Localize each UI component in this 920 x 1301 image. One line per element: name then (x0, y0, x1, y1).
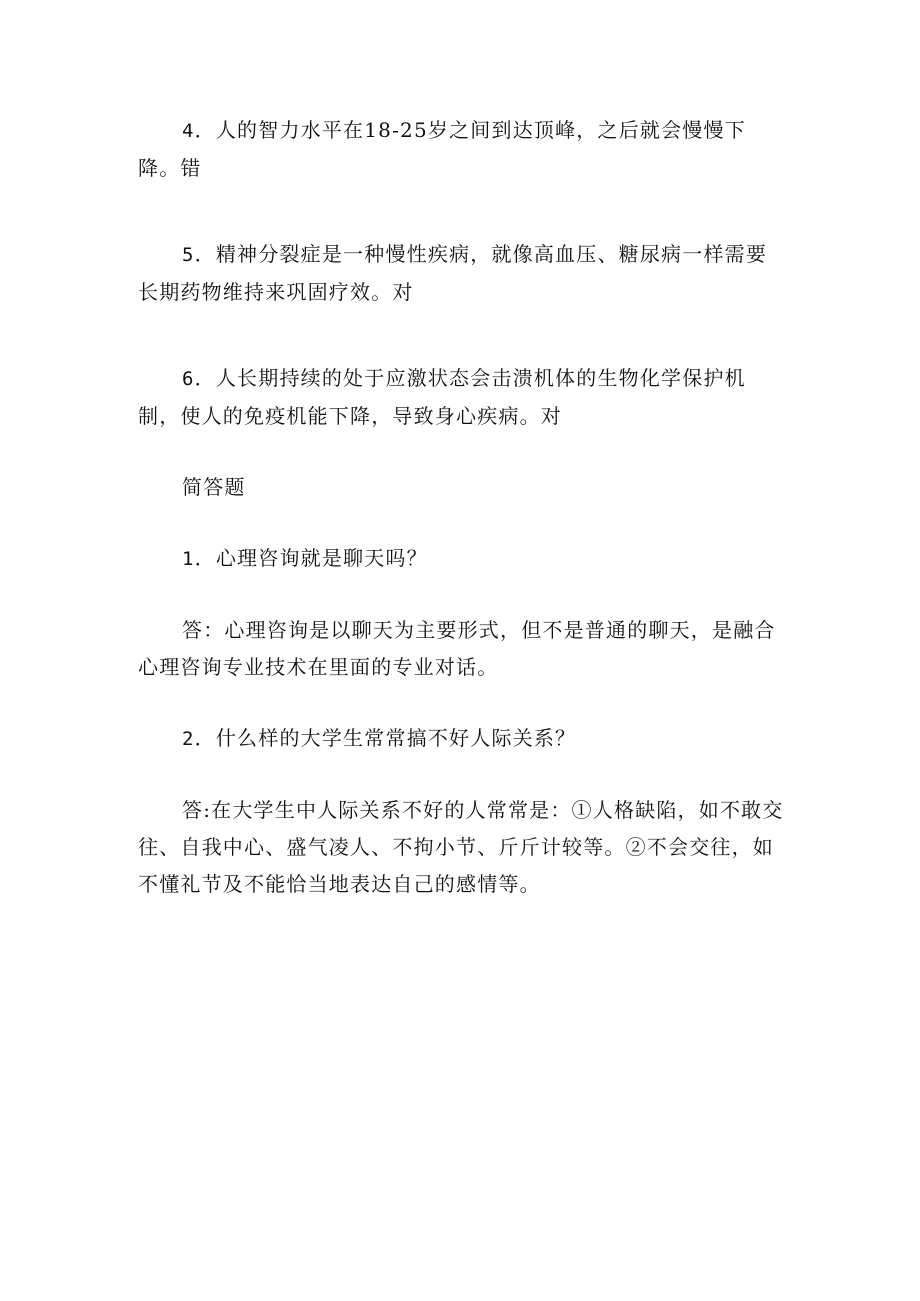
question-text: ．心理咨询就是聊天吗？ (194, 546, 428, 570)
question-number: 2 (182, 728, 195, 750)
section-heading: 简答题 (182, 475, 246, 499)
item-number: 6 (182, 368, 195, 390)
item-text: ．精神分裂症是一种慢性疾病，就像高血压、糖尿病一样需要长期药物维持来巩固疗效。对 (138, 242, 768, 304)
question-2 (138, 720, 788, 758)
question-text: ．什么样的大学生常常搞不好人际关系？ (194, 726, 577, 750)
item-number: 4 (182, 120, 195, 142)
item-text: ．人长期持续的处于应激状态会击溃机体的生物化学保护机制，使人的免疫机能下降，导致身心疾病。对 (138, 366, 746, 428)
answer-2: 答:在大学生中人际关系不好的人常常是：①人格缺陷，如不敢交往、自我中心、盛气凌人、不拘小节、斤斤计较等。②不会交往，如不懂礼节及不能恰当地表达自己的感情等。 (138, 798, 784, 896)
document-body (138, 112, 788, 903)
judgment-item-5 (138, 236, 788, 311)
item-text: ．人的智力水平在18-25岁之间到达顶峰，之后就会慢慢下降。错 (138, 118, 746, 180)
item-number: 5 (182, 244, 195, 266)
question-1 (138, 540, 788, 578)
answer-1: 答：心理咨询是以聊天为主要形式，但不是普通的聊天，是融合心理咨询专业技术在里面的专业对话。 (138, 618, 776, 679)
question-number: 1 (182, 548, 195, 570)
judgment-item-4 (138, 112, 788, 187)
judgment-item-6 (138, 360, 788, 435)
